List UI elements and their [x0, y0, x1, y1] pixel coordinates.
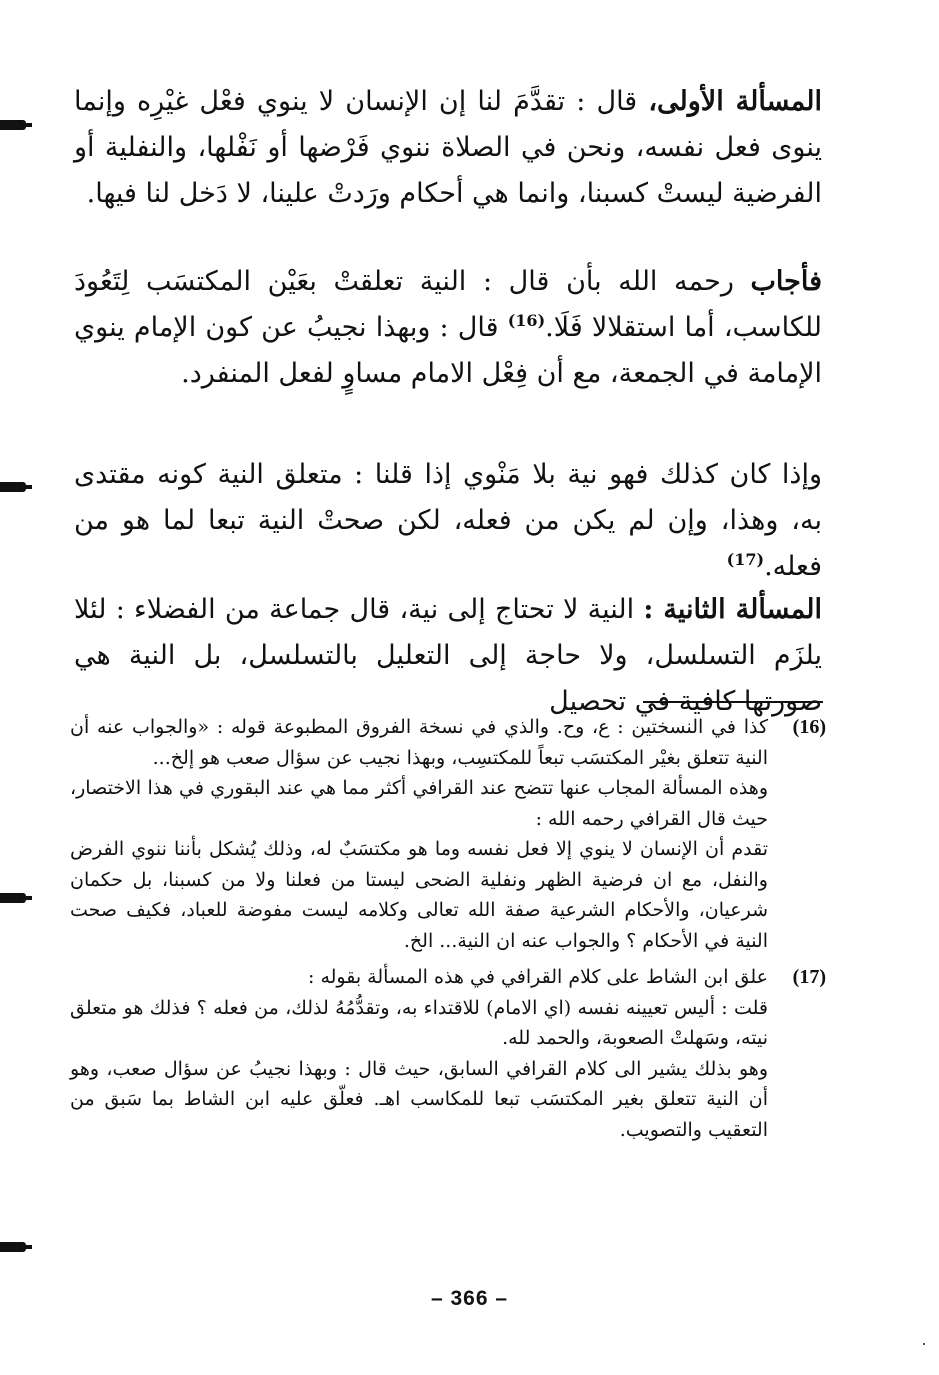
paragraph-answer — [74, 259, 822, 397]
footnote-line: علق ابن الشاط على كلام القرافي في هذه المسألة بقوله : — [308, 966, 768, 988]
footnote-line: تقدم أن الإنسان لا ينوي إلا فعل نفسه وما هو مكتسَبٌ له، وذلك يُشكل بأننا ننوي الفرض والنفل، مع ان فرضية الظهر ونفلية الضحى ليستا من فعلنا ولا من كسبنا، بل حكمان شرعيان، والأحكام الشرعية صفة الله تعالى وكلامه ليست مفوضة للعباد، فكيف صحت النية في الأحكام ؟ والجواب عنه ان النية... الخ. — [70, 838, 768, 952]
paragraph-text: قال : تقدَّمَ لنا إن الإنسان لا ينوي فعْل غيْرِه وإنما ينوى فعل نفسه، ونحن في الصلاة ننوي فَرْضها أو نَفْلها، والنفلية أو الفرضية ليستْ كسبنا، وانما هي أحكام ورَدتْ علينا، لا دَخل لنا فيها. — [74, 86, 822, 209]
paragraph-text: وإذا كان كذلك فهو نية بلا مَنْوي إذا قلنا : متعلق النية كونه مقتدى به، وهذا، وإن لم يكن من فعله، لكن صحتْ النية تبعا لما هو من فعله. — [74, 459, 822, 582]
scan-speck — [923, 1343, 925, 1345]
page-number: – 366 – — [430, 1287, 509, 1310]
footnotes-section — [70, 712, 826, 1145]
footnote-line: كذا في النسختين : ع، وح. والذي في نسخة الفروق المطبوعة قوله : «والجواب عنه أن النية تتعلق بغيْر المكتسَب تبعاً للمكتسِب، وبهذا نجيب عن سؤال صعب هو إلخ... — [70, 716, 768, 769]
footnote-17 — [70, 962, 826, 1145]
answer-heading: فأجاب — [750, 266, 822, 297]
footnote-reference-16[interactable]: (16) — [507, 311, 546, 330]
paragraph-first-issue — [74, 79, 822, 217]
issue-heading: المسألة الثانية : — [643, 594, 822, 625]
footnote-line: وهو بذلك يشير الى كلام القرافي السابق، حيث قال : وبهذا نجيبُ عن سؤال صعب، وهو أن النية تتعلق بغير المكتسَب تبعا للمكاسب اهـ. فعلّق عليه ابن الشاط بما سَبق من التعقيب والتصويب. — [70, 1057, 768, 1141]
scan-edge-mark — [0, 1242, 26, 1252]
footnote-number: (17) — [792, 966, 826, 988]
issue-heading: المسألة الأولى، — [648, 86, 822, 117]
footnote-line: وهذه المسألة المجاب عنها تتضح عند القرافي أكثر مما هي عند البقوري في هذا الاختصار، حيث قال القرافي رحمه الله : — [70, 777, 768, 830]
scan-edge-mark — [0, 120, 26, 130]
paragraph-second-issue — [74, 587, 822, 725]
footnote-reference-17[interactable]: (17) — [726, 550, 765, 569]
footnote-number: (16) — [792, 716, 826, 738]
footnote-16 — [70, 712, 826, 956]
paragraph-text-continued: قال : وبهذا نجيبُ عن كون الإمام ينوي الإمامة في الجمعة، مع أن فِعْل الامام مساوٍ لفعل المنفرد. — [74, 312, 822, 389]
footnote-line: قلت : أليس تعيينه نفسه (اي الامام) للاقتداء به، وتقدُّمُهُ لذلك، من فعله ؟ فذلك هو متعلق نيته، وسَهلتْ الصعوبة، والحمد لله. — [70, 996, 768, 1049]
footnote-divider — [643, 701, 823, 703]
paragraph-text: النية لا تحتاج إلى نية، قال جماعة من الفضلاء : لئلا يلزَم التسلسل، ولا حاجة إلى التعليل بالتسلسل، بل النية هي صورتها كافية في تحصيل — [74, 594, 822, 717]
scan-edge-mark — [0, 482, 26, 492]
scan-edge-mark — [0, 893, 26, 903]
paragraph-follower-intention — [74, 452, 822, 590]
paragraph-text: رحمه الله بأن قال : النية تعلقتْ بعَيْن المكتسَب لِتَعُودَ للكاسب، أما استقلالا فَلَا. — [74, 266, 822, 343]
